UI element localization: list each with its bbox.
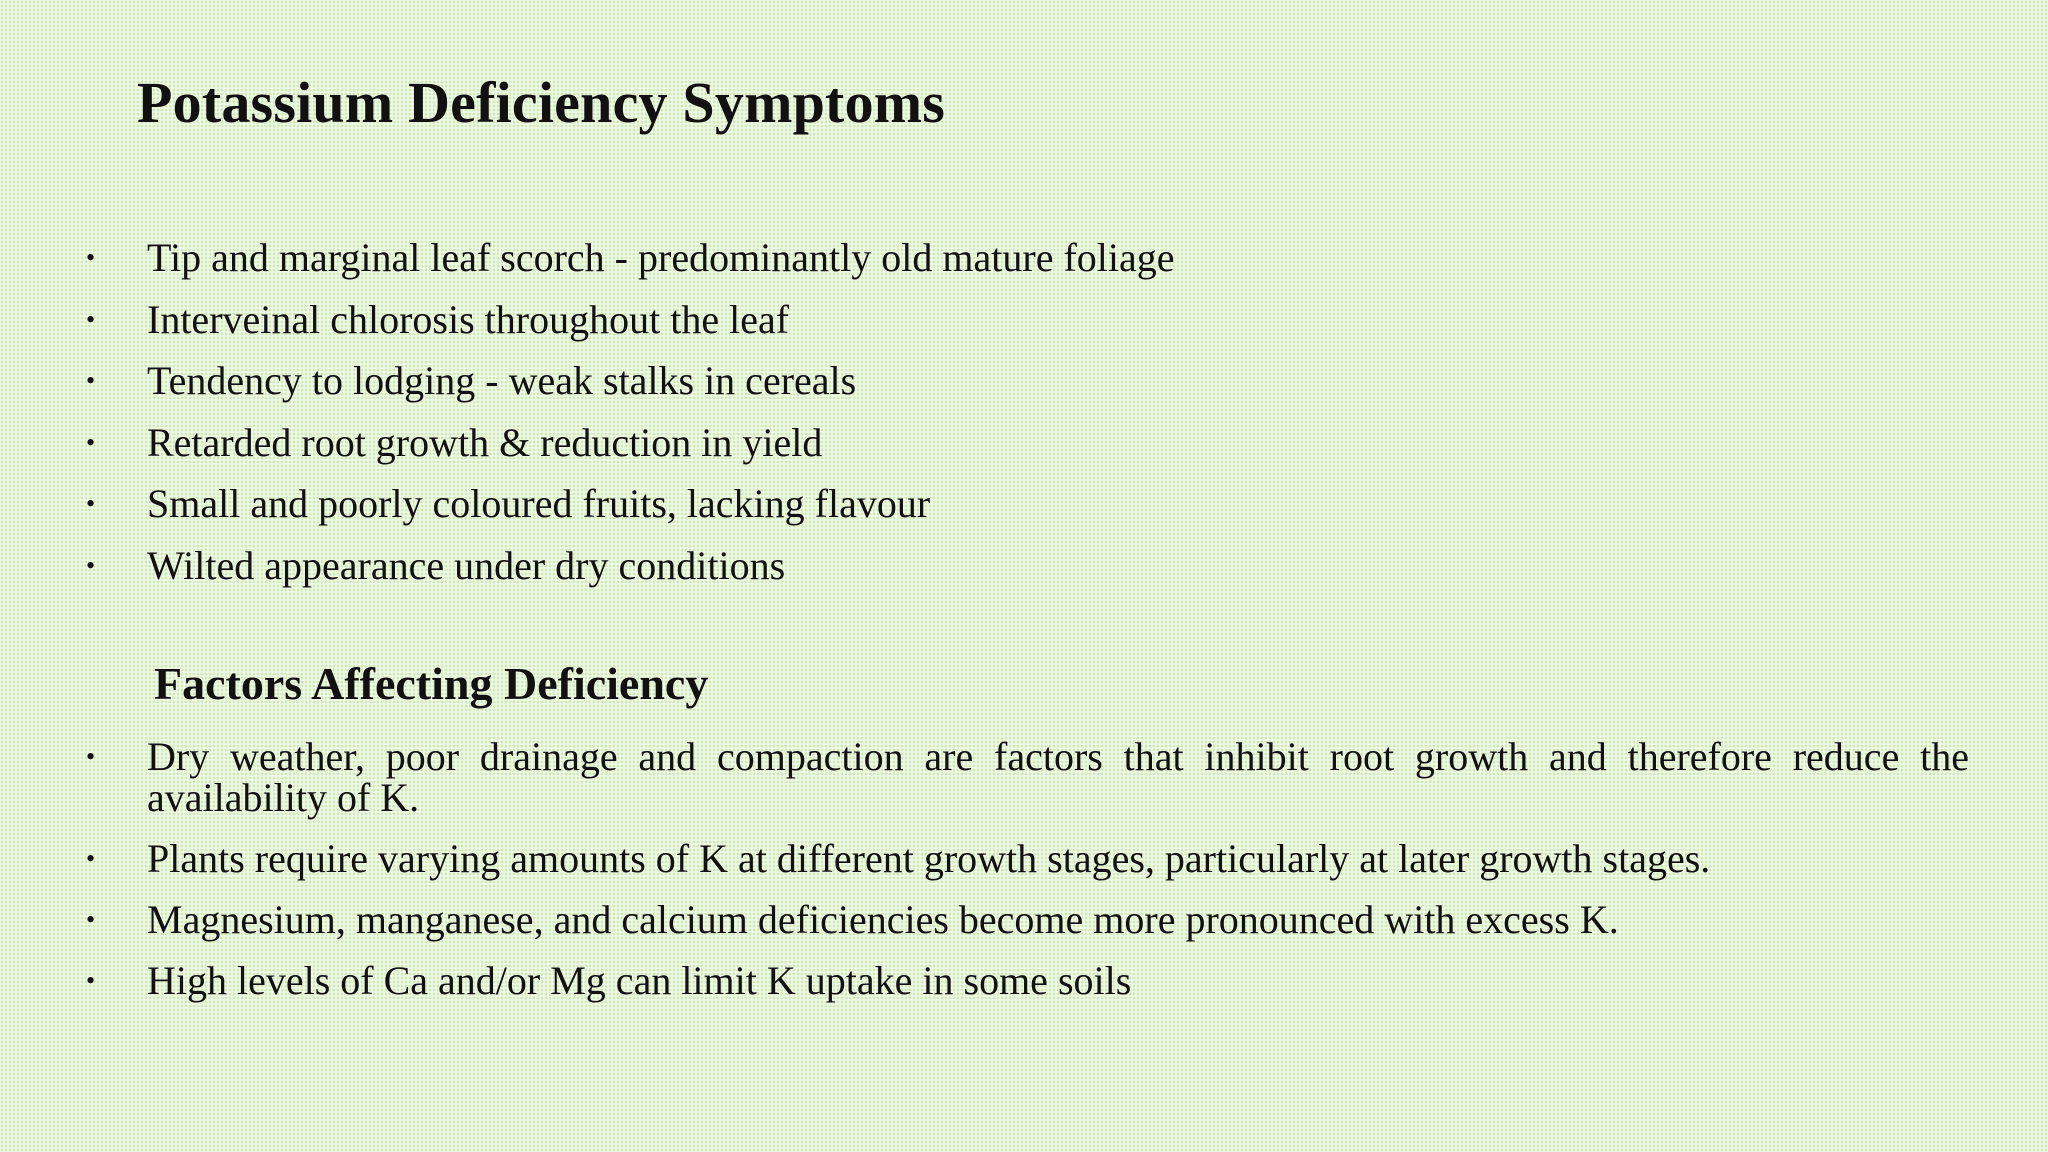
- bullet-icon: •: [86, 427, 96, 457]
- factors-heading: Factors Affecting Deficiency: [154, 658, 709, 709]
- bullet-icon: •: [86, 905, 96, 934]
- list-item: [0, 419, 1175, 484]
- symptom-text: Interveinal chlorosis throughout the leaf: [147, 296, 790, 342]
- factors-list: [0, 736, 1969, 1021]
- bullet-icon: •: [86, 742, 96, 771]
- list-item: [0, 899, 1969, 940]
- bullet-icon: •: [86, 243, 96, 272]
- factor-text: Plants require varying amounts of K at different growth stages, particularly at later growth stages.: [147, 836, 1711, 881]
- list-item: [0, 296, 1175, 361]
- factor-text: Magnesium, manganese, and calcium deficiencies become more pronounced with excess K.: [147, 897, 1619, 942]
- symptom-text: Tip and marginal leaf scorch - predominantly old mature foliage: [147, 235, 1175, 280]
- symptom-text: Tendency to lodging - weak stalks in cereals: [147, 358, 857, 404]
- list-item: [0, 237, 1175, 299]
- symptom-text: Small and poorly coloured fruits, lacking flavour: [147, 481, 931, 527]
- factor-text: Dry weather, poor drainage and compaction are factors that inhibit root growth and therefore reduce the availability of K.: [147, 734, 1969, 820]
- symptoms-list: [0, 237, 1175, 607]
- factor-text: High levels of Ca and/or Mg can limit K uptake in some soils: [147, 958, 1132, 1003]
- slide-title: Potassium Deficiency Symptoms: [137, 70, 946, 135]
- bullet-icon: •: [86, 489, 96, 519]
- list-item: [0, 838, 1969, 879]
- list-item: [0, 360, 1175, 422]
- symptom-text: Retarded root growth & reduction in yield: [147, 419, 823, 465]
- list-item: [0, 960, 1969, 1001]
- symptom-text: Wilted appearance under dry conditions: [147, 542, 786, 588]
- list-item: [0, 483, 1175, 545]
- bullet-icon: •: [86, 304, 96, 334]
- bullet-icon: •: [86, 366, 96, 396]
- bullet-icon: •: [86, 844, 96, 873]
- list-item: [0, 542, 1175, 607]
- bullet-icon: •: [86, 966, 96, 995]
- bullet-icon: •: [86, 550, 96, 580]
- list-item: [0, 736, 1969, 818]
